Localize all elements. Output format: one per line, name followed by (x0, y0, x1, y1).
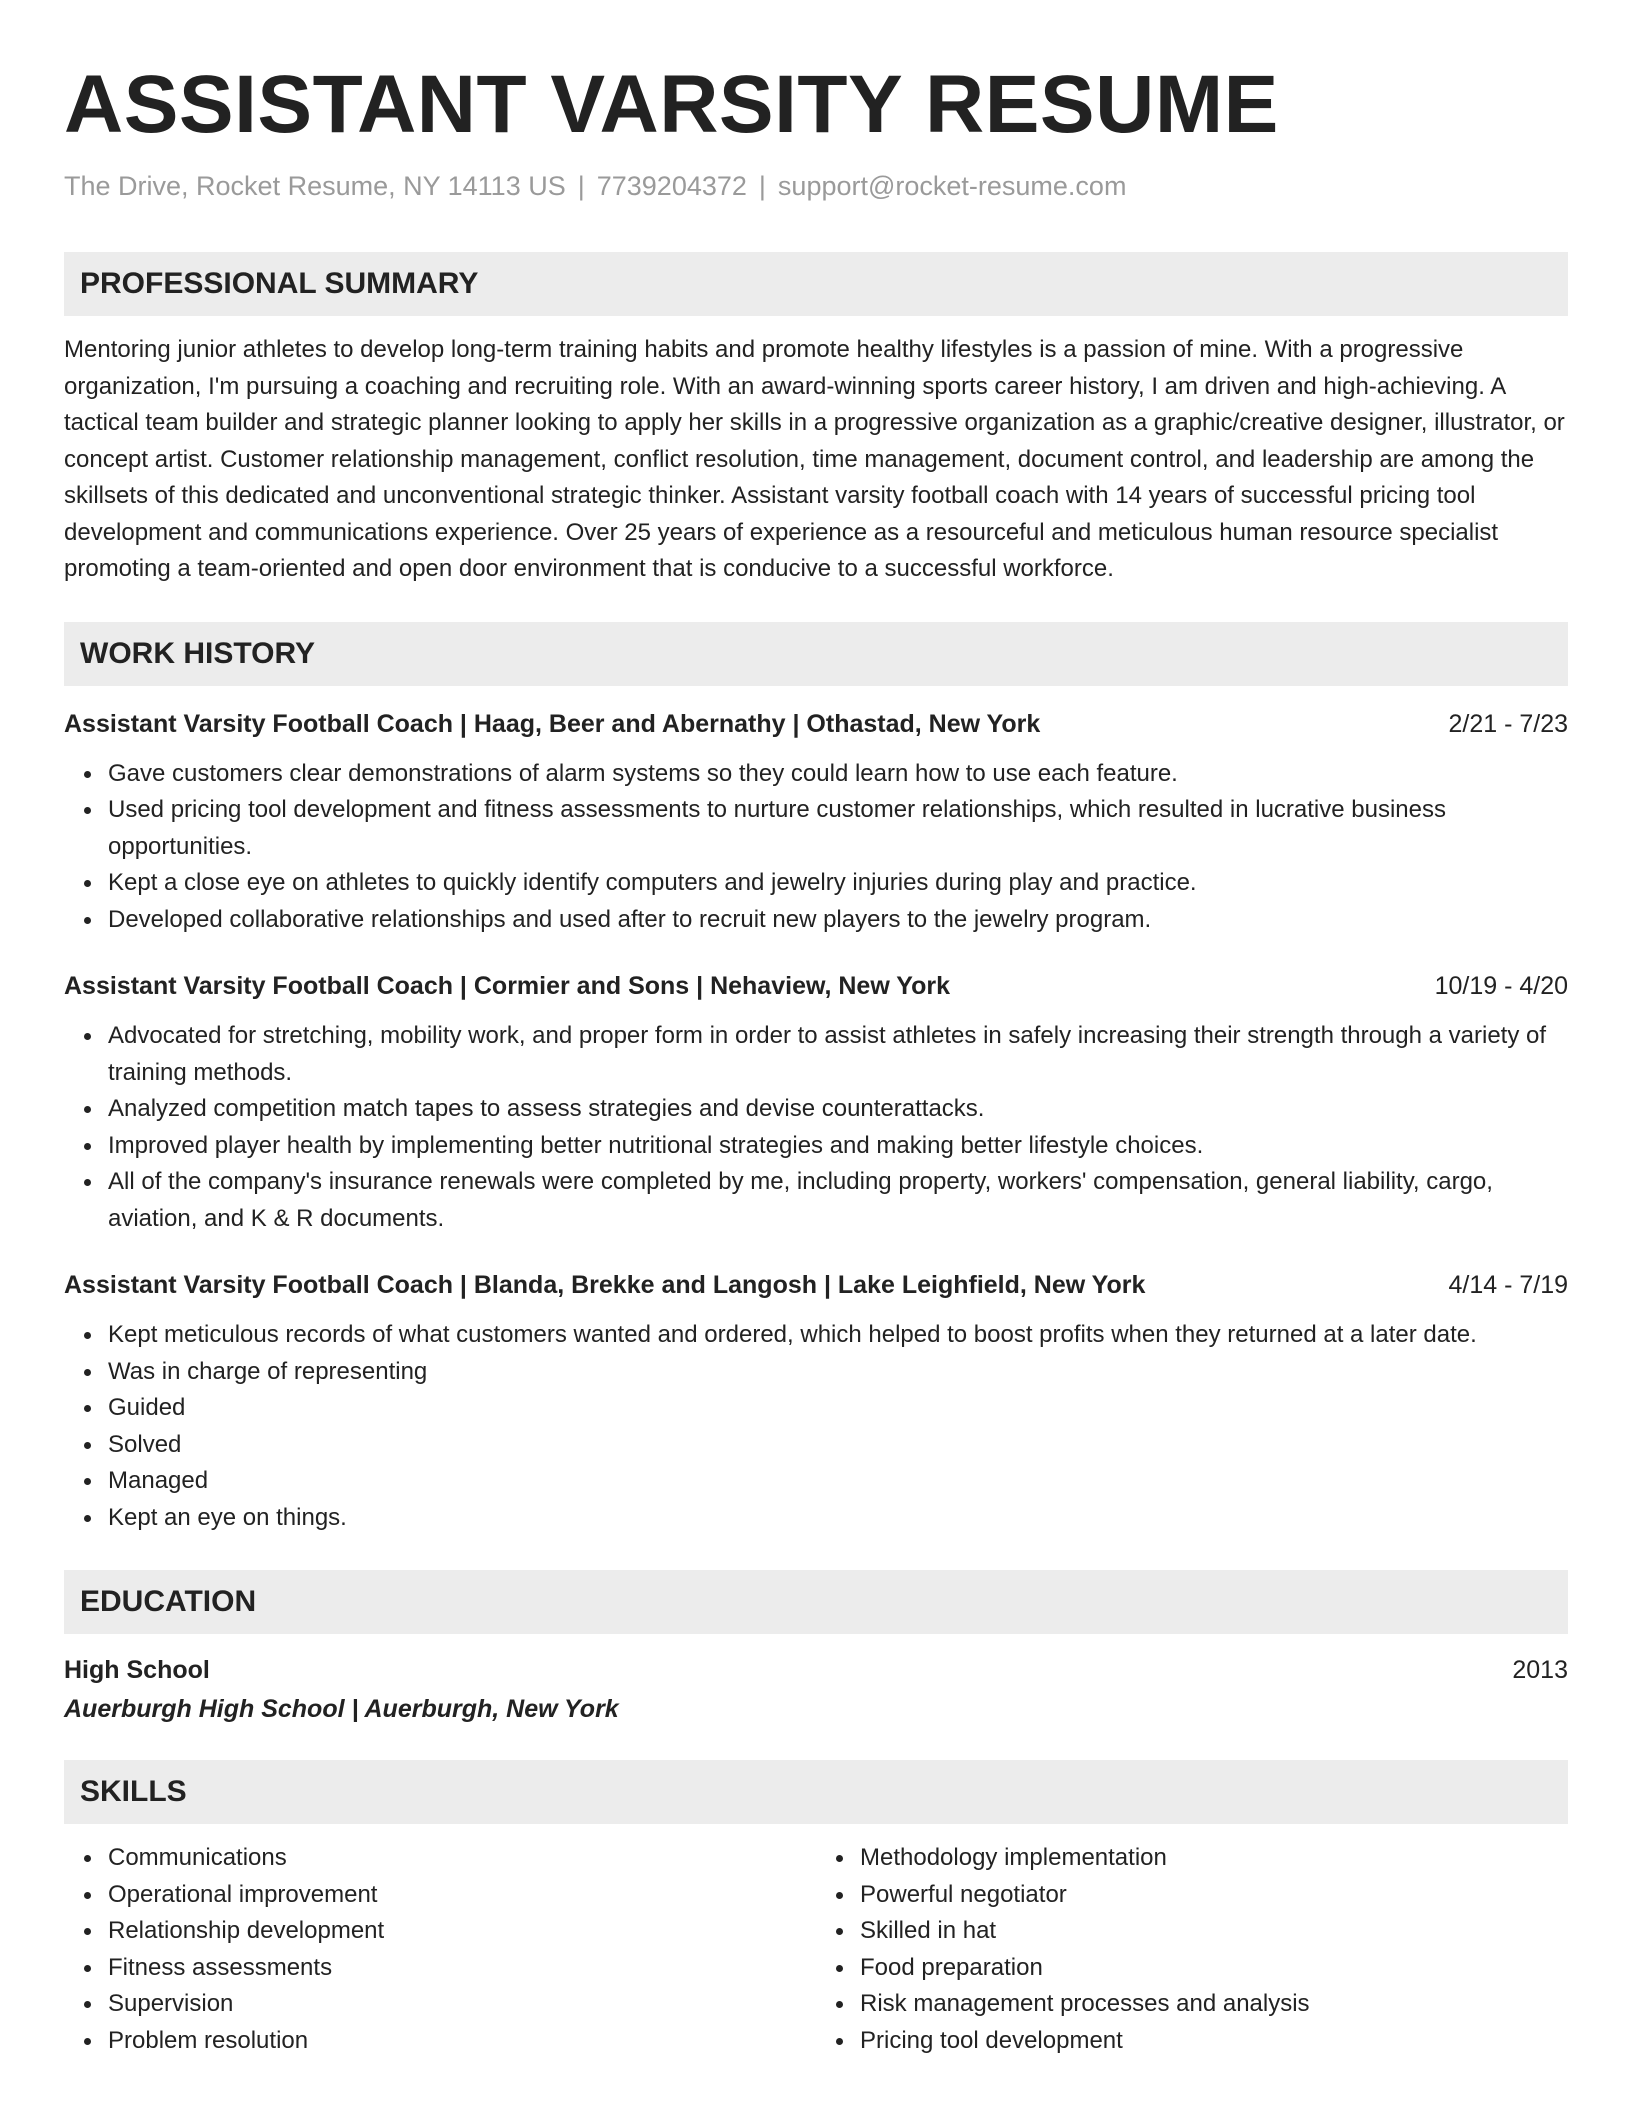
skills-list (64, 1840, 816, 2059)
skills-column-right (816, 1840, 1568, 2059)
job-bullets (64, 1317, 1568, 1536)
skill-item: Food preparation (860, 1950, 1568, 1987)
job-bullets (64, 756, 1568, 939)
skill-item: Risk management processes and analysis (860, 1986, 1568, 2023)
contact-phone: 7739204372 (596, 171, 747, 201)
job-dates: 4/14 - 7/19 (1448, 1271, 1568, 1299)
section-header-summary: PROFESSIONAL SUMMARY (64, 252, 1568, 316)
job-title: Assistant Varsity Football Coach | Cormier and Sons | Nehaview, New York (64, 972, 950, 1000)
job-entry (64, 968, 1568, 1237)
skills-grid (64, 1840, 1568, 2059)
skills-column-left (64, 1840, 816, 2059)
resume-name: ASSISTANT VARSITY RESUME (64, 59, 1279, 150)
job-bullets (64, 1018, 1568, 1237)
job-dates: 10/19 - 4/20 (1434, 972, 1568, 1000)
job-heading (64, 1267, 1568, 1303)
job-entry (64, 1267, 1568, 1536)
skill-item: Communications (108, 1840, 816, 1877)
job-bullet: Kept an eye on things. (108, 1500, 1568, 1537)
education-entry (64, 1652, 1568, 1728)
skill-item: Relationship development (108, 1913, 816, 1950)
job-bullet: Developed collaborative relationships and used after to recruit new players to the jewelry program. (108, 902, 1568, 939)
skill-item: Pricing tool development (860, 2023, 1568, 2060)
section-header-work-history: WORK HISTORY (64, 622, 1568, 686)
job-heading (64, 706, 1568, 742)
job-bullet: Guided (108, 1390, 1568, 1427)
contact-separator: | (758, 171, 766, 201)
skill-item: Powerful negotiator (860, 1877, 1568, 1914)
job-bullet: Advocated for stretching, mobility work, and proper form in order to assist athletes in safely increasing their strength through a variety of training methods. (108, 1018, 1568, 1091)
section-header-education: EDUCATION (64, 1570, 1568, 1634)
job-bullet: Managed (108, 1463, 1568, 1500)
contact-email: support@rocket-resume.com (777, 171, 1127, 201)
summary-text: Mentoring junior athletes to develop long-term training habits and promote healthy lifestyles is a passion of mine. With a progressive organization, I'm pursuing a coaching and recruiting role. With an award-winning sports career history, I am driven and high-achieving. A tactical team builder and strategic planner looking to apply her skills in a progressive organization as a graphic/creative designer, illustrator, or concept artist. Customer relationship management, conflict resolution, time management, document control, and leadership are among the skillsets of this dedicated and unconventional strategic thinker. Assistant varsity football coach with 14 years of successful pricing tool development and communications experience. Over 25 years of experience as a resourceful and meticulous human resource specialist promoting a team-oriented and open door environment that is conducive to a successful workforce. (64, 336, 1565, 582)
contact-line (64, 170, 1568, 202)
job-bullet: Analyzed competition match tapes to assess strategies and devise counterattacks. (108, 1091, 1568, 1128)
job-bullet: Kept meticulous records of what customers wanted and ordered, which helped to boost profits when they returned at a later date. (108, 1317, 1568, 1354)
skills-list (816, 1840, 1568, 2059)
skill-item: Methodology implementation (860, 1840, 1568, 1877)
job-title: Assistant Varsity Football Coach | Blanda, Brekke and Langosh | Lake Leighfield, New York (64, 1271, 1146, 1299)
skill-item: Operational improvement (108, 1877, 816, 1914)
job-dates: 2/21 - 7/23 (1448, 709, 1568, 738)
section-header-skills: SKILLS (64, 1760, 1568, 1824)
skill-item: Problem resolution (108, 2023, 816, 2060)
job-bullet: Kept a close eye on athletes to quickly identify computers and jewelry injuries during play and practice. (108, 865, 1568, 902)
skill-item: Supervision (108, 1986, 816, 2023)
job-bullet: Solved (108, 1427, 1568, 1464)
job-bullet: Was in charge of representing (108, 1354, 1568, 1391)
job-bullet: Improved player health by implementing better nutritional strategies and making better lifestyle choices. (108, 1128, 1568, 1165)
education-school: Auerburgh High School | Auerburgh, New York (64, 1695, 619, 1723)
skill-item: Fitness assessments (108, 1950, 816, 1987)
job-heading (64, 968, 1568, 1004)
job-title: Assistant Varsity Football Coach | Haag, Beer and Abernathy | Othastad, New York (64, 709, 1041, 738)
education-degree: High School (64, 1656, 210, 1684)
education-heading (64, 1652, 1568, 1688)
job-bullet: All of the company's insurance renewals were completed by me, including property, workers' compensation, general liability, cargo, aviation, and K & R documents. (108, 1164, 1568, 1237)
contact-address: The Drive, Rocket Resume, NY 14113 US (64, 171, 566, 201)
contact-separator: | (577, 171, 585, 201)
skill-item: Skilled in hat (860, 1913, 1568, 1950)
job-bullet: Gave customers clear demonstrations of alarm systems so they could learn how to use each feature. (108, 756, 1568, 793)
job-bullet: Used pricing tool development and fitness assessments to nurture customer relationships, which resulted in lucrative business opportunities. (108, 792, 1568, 865)
education-year: 2013 (1512, 1656, 1568, 1684)
job-entry (64, 706, 1568, 939)
